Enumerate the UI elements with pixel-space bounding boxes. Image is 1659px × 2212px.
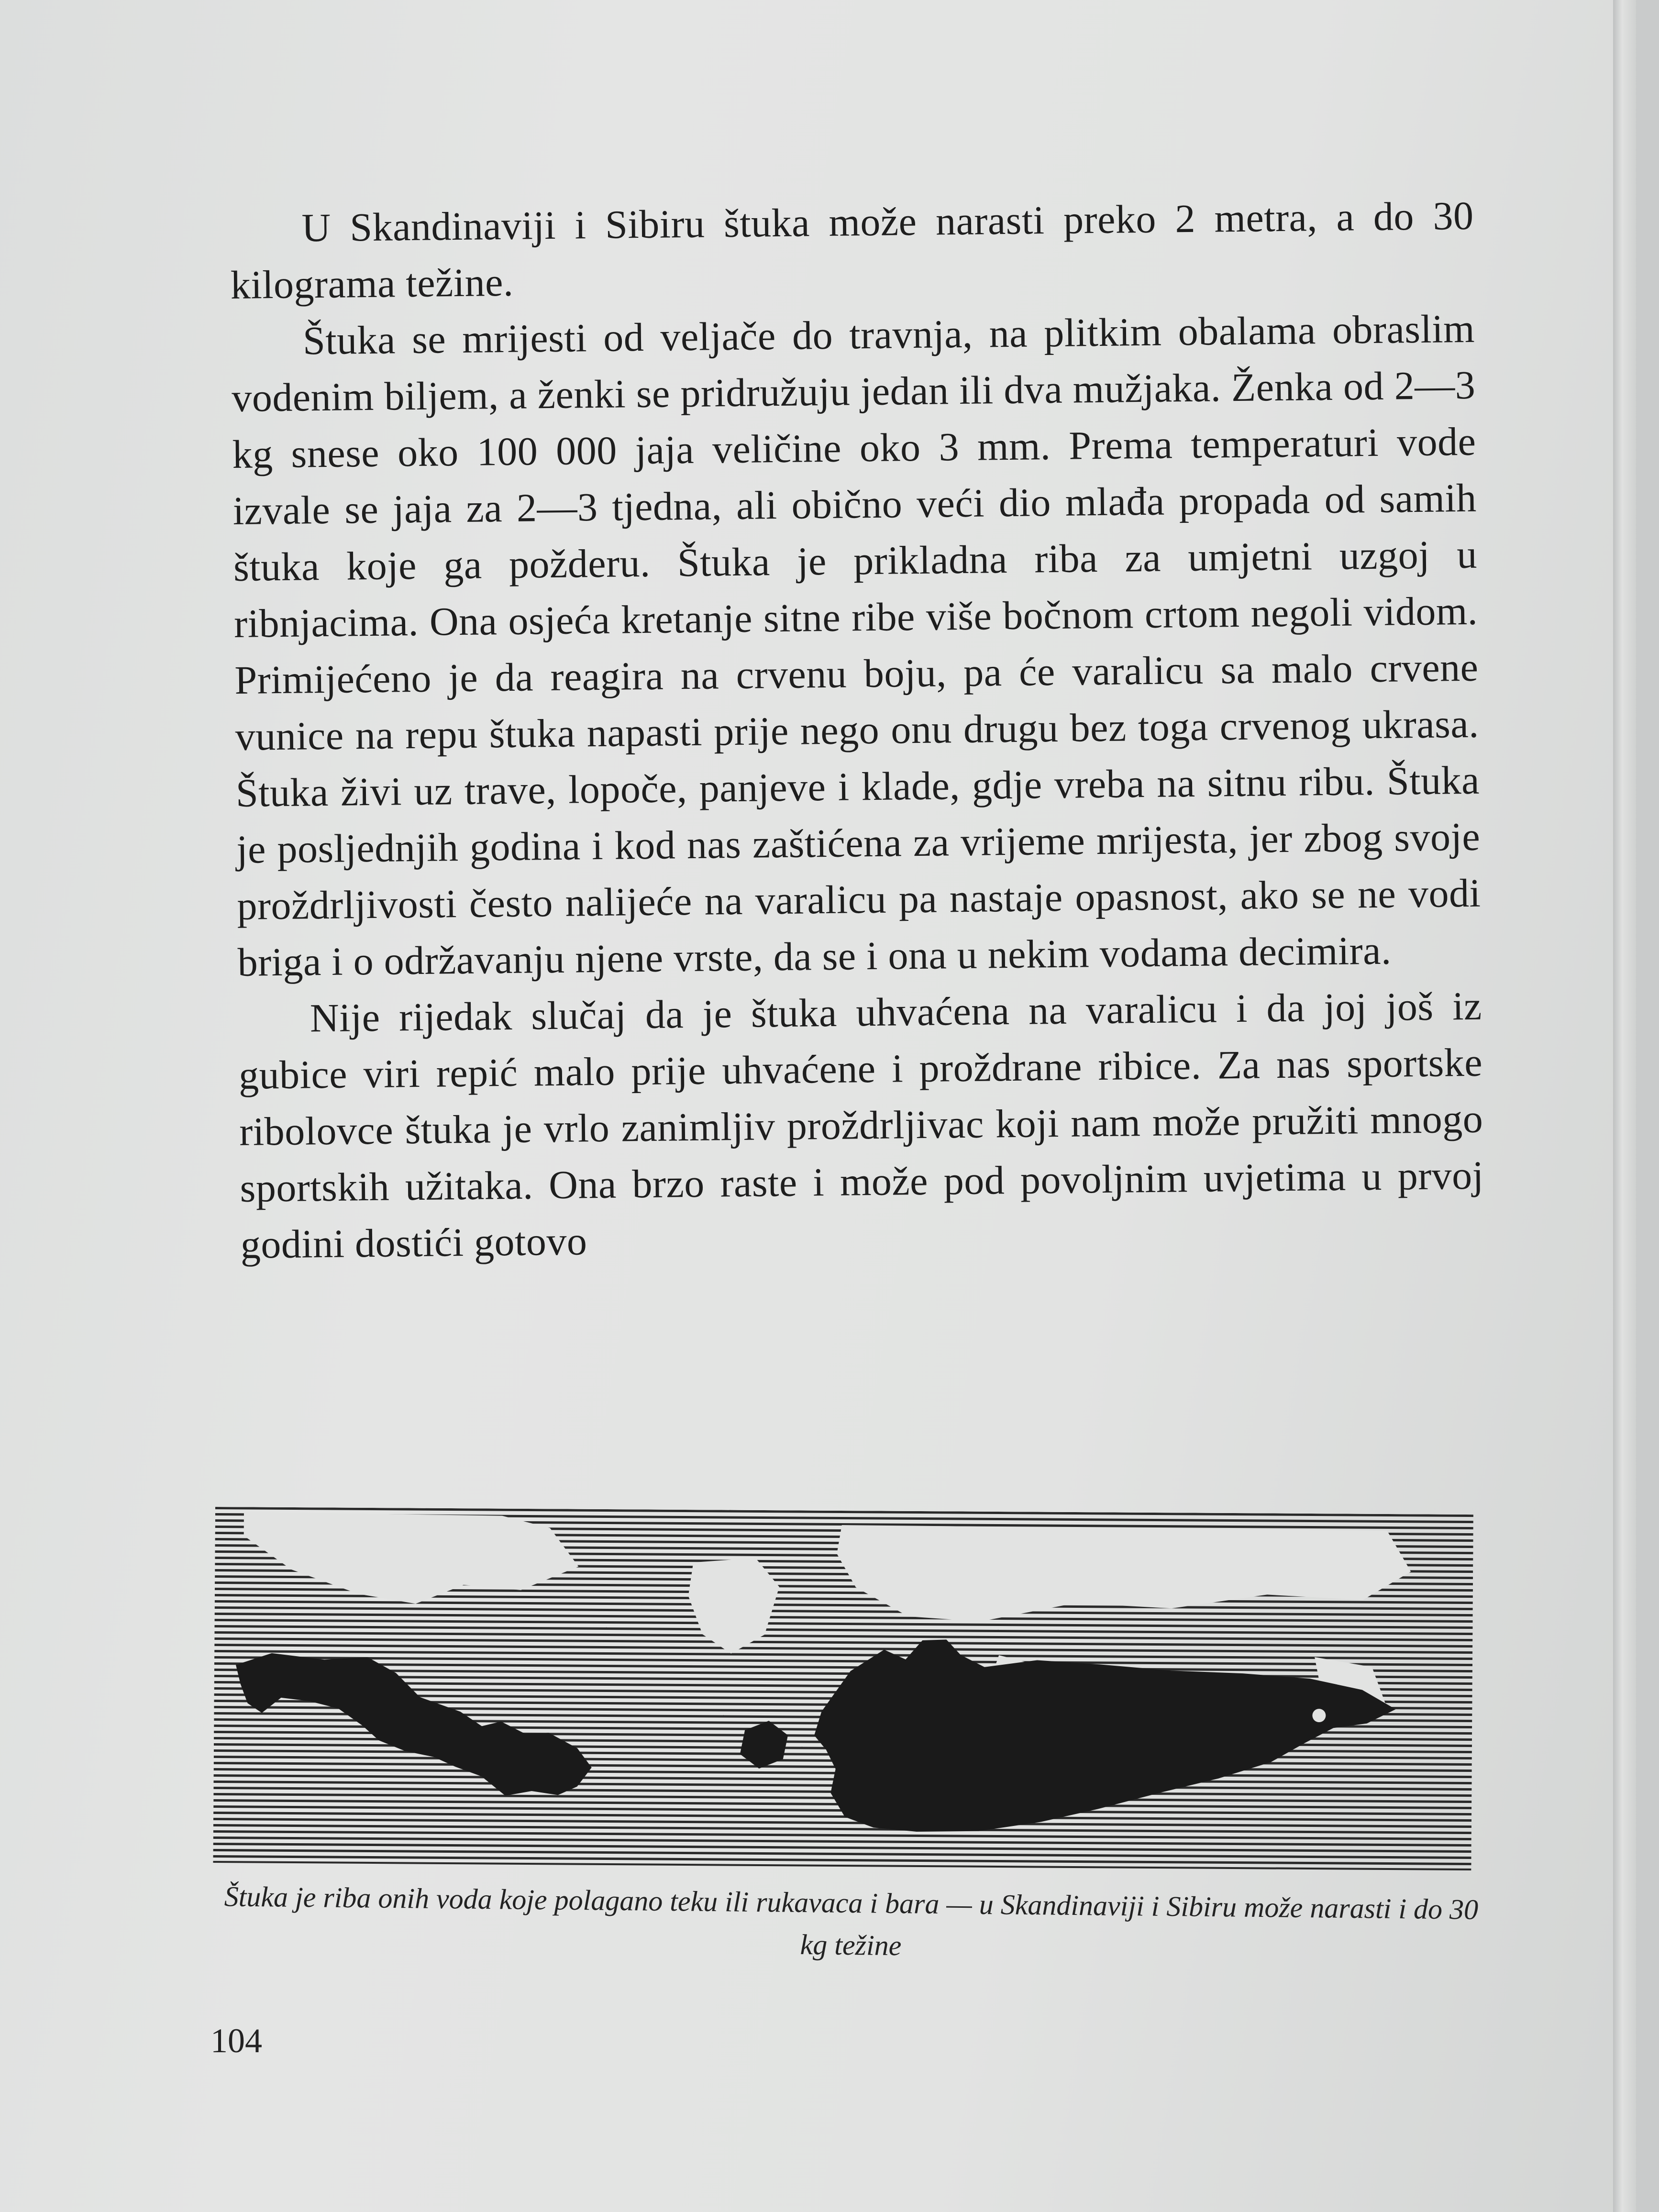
- page-edge: [1613, 0, 1636, 2212]
- world-map-illustration: [213, 1507, 1473, 1878]
- paragraph-3: Nije rijedak slučaj da je štuka uhvaćena na varalicu i da joj još iz gubice viri repić malo prije uhvaćene i proždrane ribice. Za nas sportske ribolovce štuka je vrlo zanimljiv proždrljivac koji nam može pružiti mnogo sportskih užitaka. Ona brzo raste i može pod povoljnim uvjetima u prvoj godini dostići gotovo: [238, 984, 1484, 1267]
- lake-marker: [1312, 1709, 1326, 1722]
- paragraph-1: U Skandinaviji i Sibiru štuka može narasti preko 2 metra, a do 30 kilograma težine.: [230, 193, 1474, 308]
- page-number: 104: [210, 2022, 262, 2060]
- distribution-map: [213, 1507, 1473, 1878]
- paragraph-2: Štuka se mrijesti od veljače do travnja, na plitkim obalama obraslim vodenim biljem, a ženki se pridružuju jedan ili dva mužjaka. Ženka od 2—3 kg snese oko 100 000 jaja veličine oko 3 mm. Prema temperaturi vode izvale se jaja za 2—3 tjedna, ali obično veći dio mlađa propada od samih štuka koje ga požderu. Štuka je prikladna riba za umjetni uzgoj u ribnjacima. Ona osjeća kretanje sitne ribe više bočnom crtom negoli vidom. Primijećeno je da reagira na crvenu boju, pa će varalicu sa malo crvene vunice na repu štuka napasti prije nego onu drugu bez toga crvenog ukrasa. Štuka živi uz trave, lopoče, panjeve i klade, gdje vreba na sitnu ribu. Štuka je posljednjih godina i kod nas zaštićena za vrijeme mrijesta, jer zbog svoje proždrljivosti često nalijeće na varalicu pa nastaje opasnost, ako se ne vodi briga i o održavanju njene vrste, da se i ona u nekim vodama decimira.: [231, 306, 1481, 985]
- body-text: [230, 188, 1484, 1273]
- figure-caption: Štuka je riba onih voda koje polagano teku ili rukavaca i bara — u Skandinaviji i Sibiru može narasti i do 30 kg težine: [224, 1880, 1479, 1962]
